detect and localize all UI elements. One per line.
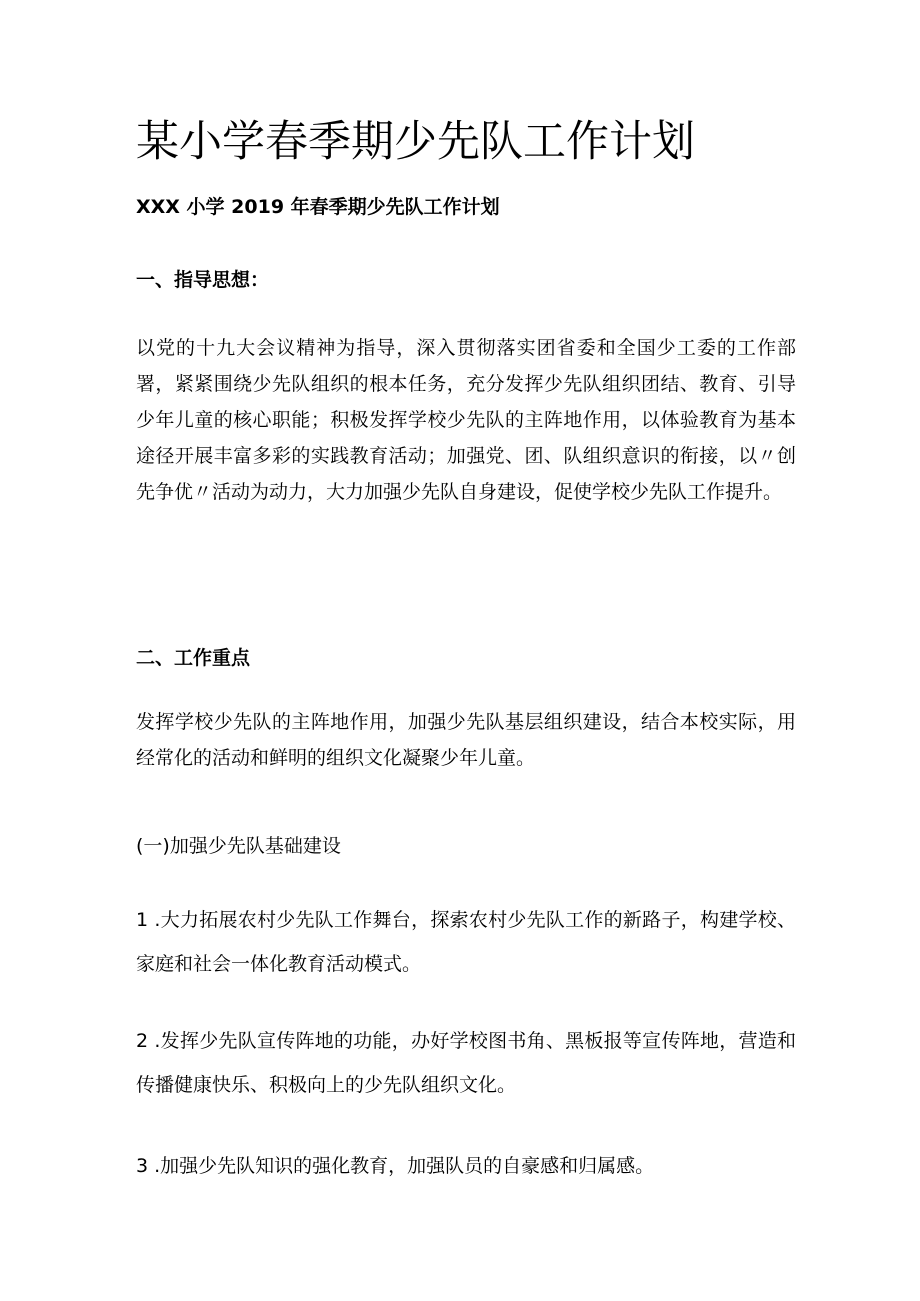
section-paragraph-guiding-thought: 以党的十九大会议精神为指导，深入贯彻落实团省委和全国少工委的工作部署，紧紧围绕少先队组织的根本任务，充分发挥少先队组织团结、教育、引导少年儿童的核心职能；积极发挥学校少先队的主阵地作用，以体验教育为基本途径开展丰富多彩的实践教育活动；加强党、团、队组织意识的衔接，以〃创先争优〃活动为动力，大力加强少先队自身建设，促使学校少先队工作提升。 (136, 337, 796, 503)
section-heading-guiding-thought: 一、指导思想： (136, 269, 270, 291)
list-item: 3 .加强少先队知识的强化教育，加强队员的自豪感和归属感。 (136, 1155, 655, 1177)
section-paragraph-work-focus: 发挥学校少先队的主阵地作用，加强少先队基层组织建设，结合本校实际，用经常化的活动和鲜明的组织文化凝聚少年儿童。 (136, 711, 796, 769)
list-item: 1 .大力拓展农村少先队工作舞台，探索农村少先队工作的新路子，构建学校、家庭和社会一体化教育活动模式。 (136, 909, 796, 975)
section-heading-work-focus: 二、工作重点 (136, 647, 251, 669)
document-subtitle: XXX 小学 2019 年春季期少先队工作计划 (136, 196, 500, 218)
list-item: 2 .发挥少先队宣传阵地的功能，办好学校图书角、黑板报等宣传阵地，营造和传播健康快乐、积极向上的少先队组织文化。 (136, 1030, 796, 1096)
subsection-heading-basic-construction: (一)加强少先队基础建设 (136, 835, 341, 857)
document-title: 某小学春季期少先队工作计划 (136, 117, 695, 167)
